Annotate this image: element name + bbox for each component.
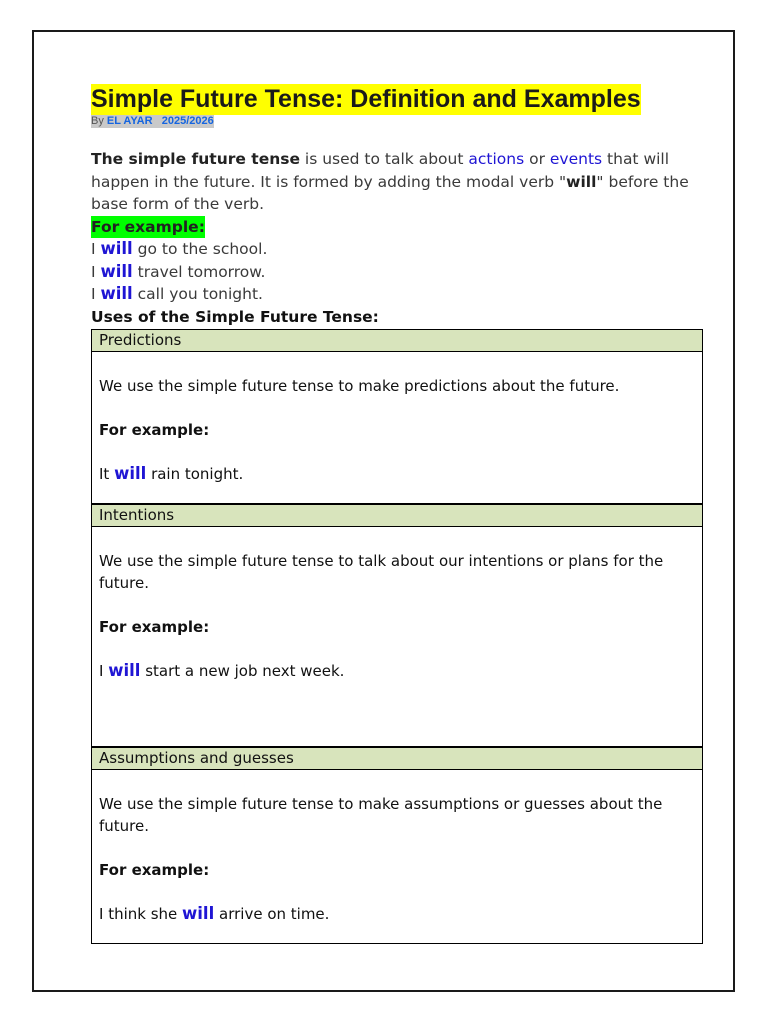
example-pre: I (91, 240, 101, 258)
use-example-pre: I (99, 661, 109, 680)
use-for-example: For example: (99, 617, 210, 636)
uses-table (91, 329, 703, 944)
use-body-predictions (92, 352, 702, 505)
use-example-will: will (182, 903, 215, 923)
use-heading-assumptions: Assumptions and guesses (92, 748, 702, 770)
example-pre: I (91, 262, 101, 281)
use-example (99, 660, 695, 682)
example-line (91, 283, 703, 306)
example-line (91, 261, 703, 284)
intro-text-1: is used to talk about (300, 150, 469, 168)
use-description: We use the simple future tense to make assumptions or guesses about the future. (99, 794, 663, 835)
use-body-intentions (92, 527, 702, 748)
example-line (91, 238, 703, 261)
intro-bold-term: The simple future tense (91, 150, 300, 168)
use-example-pre: I think she (99, 904, 183, 923)
intro-actions: actions (468, 150, 525, 168)
example-post: go to the school. (132, 240, 268, 258)
use-heading-intentions: Intentions (92, 505, 702, 527)
intro-events: events (549, 150, 603, 168)
use-example-post: start a new job next week. (140, 661, 345, 680)
use-heading-predictions: Predictions (92, 330, 702, 352)
use-example (99, 463, 695, 485)
example-will: will (100, 261, 133, 281)
example-post: call you tonight. (132, 285, 263, 303)
example-post: travel tomorrow. (132, 262, 266, 281)
example-will: will (100, 284, 133, 303)
document-content (91, 84, 703, 944)
intro-or: or (524, 150, 550, 168)
use-example-will: will (108, 660, 141, 680)
example-pre: I (91, 285, 101, 303)
use-for-example: For example: (99, 420, 210, 439)
use-example-will: will (114, 463, 147, 483)
document-title: Simple Future Tense: Definition and Examples (91, 85, 641, 113)
byline-year: 2025/2026 (161, 115, 214, 127)
use-example-post: arrive on time. (214, 904, 330, 923)
byline-author: EL AYAR (106, 115, 153, 127)
intro-paragraph (91, 148, 703, 216)
use-for-example: For example: (99, 860, 210, 879)
use-example (99, 903, 695, 925)
uses-heading: Uses of the Simple Future Tense: (91, 307, 379, 326)
intro-will: will (566, 172, 597, 191)
use-description: We use the simple future tense to make predictions about the future. (99, 376, 620, 395)
use-example-post: rain tonight. (146, 464, 244, 483)
use-description: We use the simple future tense to talk about our intentions or plans for the future. (99, 551, 664, 592)
example-will: will (100, 239, 133, 258)
for-example-heading: For example: (91, 216, 205, 239)
byline-by: By (91, 115, 107, 127)
intro-text-3: " before the base form of the verb. (91, 172, 689, 213)
use-body-assumptions (92, 770, 702, 943)
byline (91, 115, 214, 128)
intro-text-2: that will happen in the future. It is formed by adding the modal verb " (91, 150, 670, 191)
use-example-pre: It (99, 464, 115, 483)
